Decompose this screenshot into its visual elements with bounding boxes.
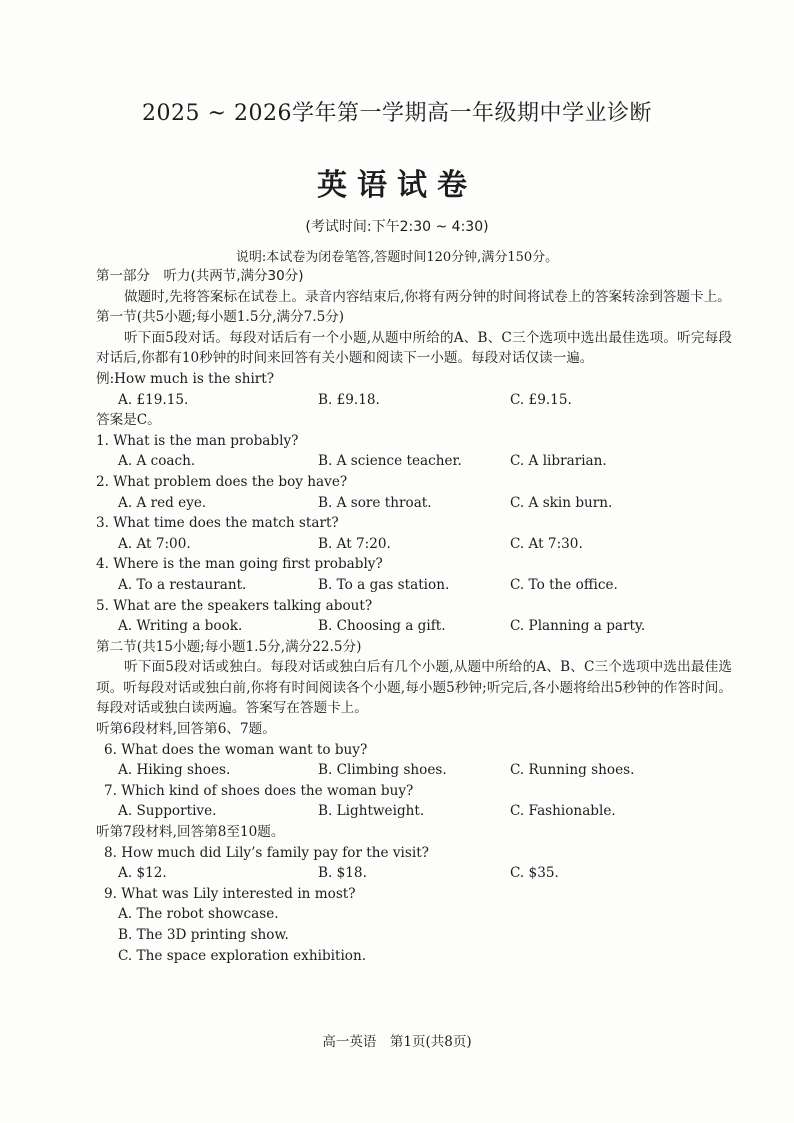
question-9-option-b: B. The 3D printing show. (118, 927, 289, 943)
option-b: B. Climbing shoes. (318, 762, 447, 779)
question-6: 6. What does the woman want to buy? (104, 741, 368, 758)
option-b: B. A science teacher. (318, 453, 462, 470)
question-5: 5. What are the speakers talking about? (96, 597, 373, 614)
example-question: 例:How much is the shirt? (96, 370, 275, 387)
option-c: C. Running shoes. (510, 762, 635, 779)
question-4-options (96, 575, 732, 596)
page-footer: 高一英语 第1页(共8页) (322, 1034, 472, 1050)
option-a: A. At 7:00. (118, 535, 191, 552)
option-a: A. A coach. (118, 453, 196, 470)
material-7-label: 听第7段材料,回答第8至10题。 (96, 824, 285, 841)
option-c: C. $35. (510, 865, 559, 882)
material-6-label: 听第6段材料,回答第6、7题。 (96, 721, 276, 738)
option-b: B. Lightweight. (318, 803, 425, 820)
question-3-options (96, 534, 732, 555)
section2-heading: 第二节(共15小题;每小题1.5分,满分22.5分) (96, 638, 362, 655)
option-c: C. £9.15. (510, 391, 572, 408)
question-8: 8. How much did Lily’s family pay for the visit? (104, 844, 429, 861)
option-c: C. At 7:30. (510, 535, 583, 552)
part1-intro: 做题时,先将答案标在试卷上。录音内容结束后,你将有两分钟的时间将试卷上的答案转涂到答题卡上。 (124, 288, 731, 305)
question-2-options (96, 493, 732, 514)
option-c: C. Planning a party. (510, 618, 646, 635)
question-7: 7. Which kind of shoes does the woman buy? (104, 782, 414, 799)
option-c: C. A skin burn. (510, 494, 613, 511)
option-a: A. Hiking shoes. (118, 762, 231, 779)
option-a: A. Supportive. (118, 803, 217, 820)
exam-body (96, 266, 732, 966)
question-3: 3. What time does the match start? (96, 515, 339, 532)
exam-note: 说明:本试卷为闭卷笔答,答题时间120分钟,满分150分。 (235, 250, 559, 265)
option-a: A. £19.15. (118, 391, 189, 408)
option-a: A. A red eye. (118, 494, 207, 511)
question-2: 2. What problem does the boy have? (96, 473, 348, 490)
section2-intro: 听下面5段对话或独白。每段对话或独白后有几个小题,从题中所给的A、B、C三个选项中选出最佳选项。听每段对话或独白前,你将有时间阅读各个小题,每小题5秒钟;听完后,各小题将给出5秒钟的作答时间。每段对话或独白读两遍。答案写在答题卡上。 (96, 659, 732, 717)
part1-heading: 第一部分 听力(共两节,满分30分) (96, 268, 304, 284)
section1-intro: 听下面5段对话。每段对话后有一个小题,从题中所给的A、B、C三个选项中选出最佳选项。听完每段对话后,你都有10秒钟的时间来回答有关小题和阅读下一小题。每段对话仅读一遍。 (96, 329, 732, 367)
question-5-options (96, 616, 732, 637)
question-9-option-c: C. The space exploration exhibition. (118, 947, 367, 964)
section1-heading: 第一节(共5小题;每小题1.5分,满分7.5分) (96, 309, 345, 326)
option-c: C. A librarian. (510, 453, 607, 470)
option-a: A. $12. (118, 865, 167, 882)
question-4: 4. Where is the man going first probably? (96, 556, 383, 573)
exam-title: 2025 ~ 2026学年第一学期高一年级期中学业诊断 (142, 101, 652, 126)
question-1-options (96, 451, 732, 472)
question-7-options (96, 801, 732, 822)
option-b: B. At 7:20. (318, 535, 391, 552)
subject-title: 英语试卷 (317, 168, 477, 203)
question-1: 1. What is the man probably? (96, 432, 299, 449)
option-a: A. Writing a book. (118, 618, 243, 635)
option-b: B. Choosing a gift. (318, 618, 446, 635)
exam-time: (考试时间:下午2:30 ~ 4:30) (305, 219, 489, 235)
question-6-options (96, 760, 732, 781)
question-9-option-a: A. The robot showcase. (118, 906, 279, 923)
option-c: C. To the office. (510, 576, 618, 593)
question-9: 9. What was Lily interested in most? (104, 885, 356, 902)
option-c: C. Fashionable. (510, 803, 616, 820)
option-b: B. A sore throat. (318, 494, 432, 511)
question-8-options (96, 863, 732, 884)
example-options (96, 390, 732, 411)
option-b: B. $18. (318, 865, 367, 882)
option-a: A. To a restaurant. (118, 576, 247, 593)
option-b: B. To a gas station. (318, 576, 450, 593)
example-answer: 答案是C。 (96, 412, 161, 429)
option-b: B. £9.18. (318, 391, 380, 408)
